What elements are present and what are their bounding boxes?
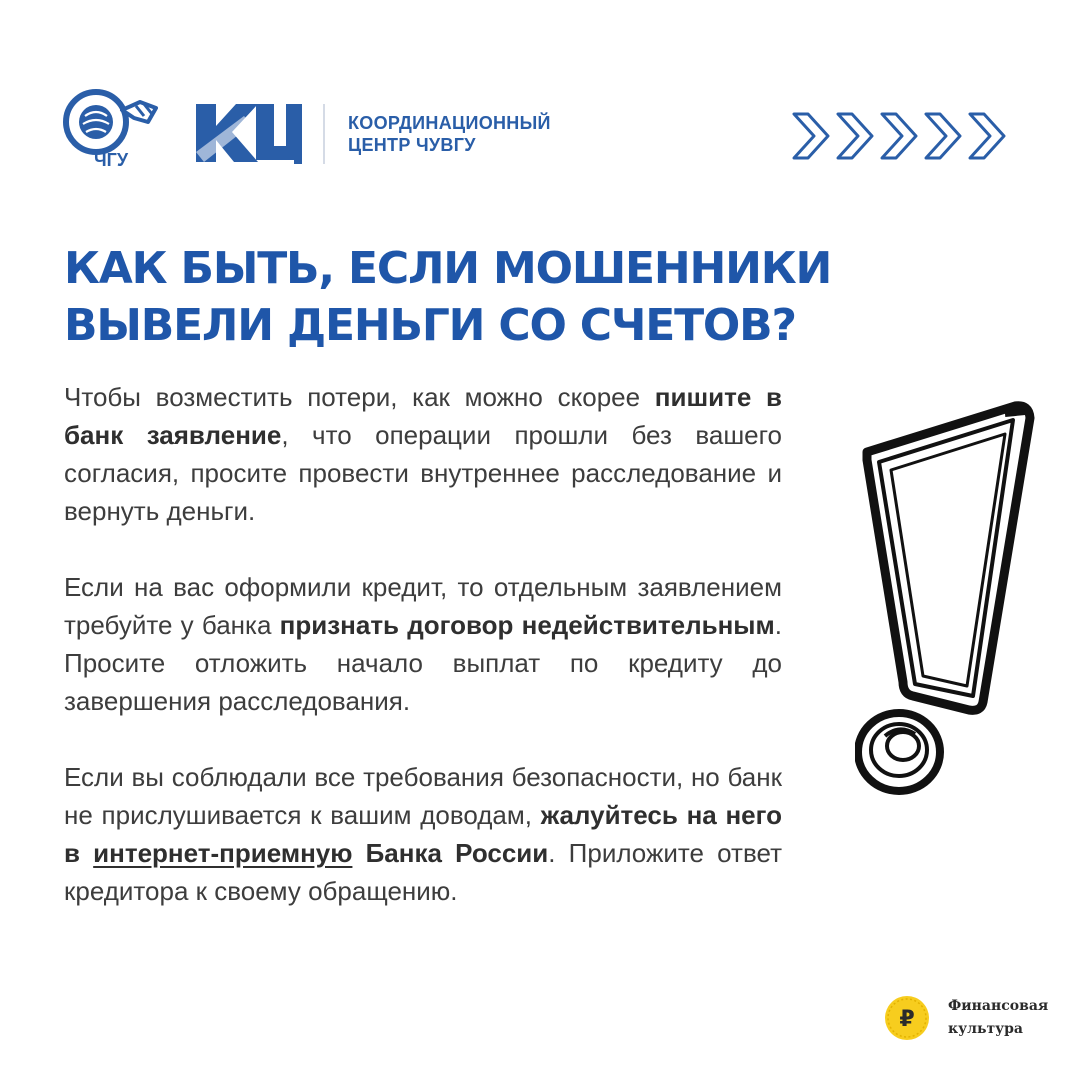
header-divider <box>323 104 325 164</box>
p2-text-1: Если на вас оформили кредит, то отдельным заявлением требуйте у банка <box>64 572 782 640</box>
ruble-coin-icon <box>884 995 930 1041</box>
center-name-line2: ЦЕНТР ЧУВГУ <box>348 135 476 155</box>
p1-text-2: , что операции прошли без вашего согласия, просите провести внутреннее расследование и вернуть деньги. <box>64 420 783 526</box>
p3-bold-2: Банка России <box>352 838 549 868</box>
center-name-line1: КООРДИНАЦИОННЫЙ <box>348 113 551 133</box>
chgu-logo-text: ЧГУ <box>94 150 129 170</box>
fin-culture-line1: Финансовая <box>948 998 1049 1014</box>
kc-logo-icon <box>194 102 302 164</box>
p1-bold-1: пишите в банк заявление <box>64 382 782 450</box>
paragraph-3 <box>64 758 782 910</box>
article-body <box>64 378 782 910</box>
kc-logo-text: КЦ <box>194 102 196 103</box>
p3-text-1: Если вы соблюдали все требования безопасности, но банк не прислушивается к вашим доводам, <box>64 762 782 830</box>
coin-symbol: ₽ <box>899 1007 915 1032</box>
fin-culture-text <box>948 995 1048 1041</box>
page-title <box>64 240 832 354</box>
chevrons-icon <box>790 108 1010 164</box>
fin-culture-line2: культура <box>948 1021 1023 1037</box>
title-line1: КАК БЫТЬ, ЕСЛИ МОШЕННИКИ <box>64 243 832 294</box>
header <box>60 88 1020 178</box>
title-line2: ВЫВЕЛИ ДЕНЬГИ СО СЧЕТОВ? <box>64 300 796 351</box>
paragraph-2 <box>64 568 782 720</box>
cbr-reception-link[interactable]: интернет-приемную <box>93 838 353 868</box>
p1-text-1: Чтобы возместить потери, как можно скорее <box>64 382 655 412</box>
fin-culture-brand <box>884 993 1049 1043</box>
paragraph-1 <box>64 378 782 530</box>
center-name <box>348 112 551 156</box>
exclamation-icon <box>855 400 1035 800</box>
chgu-logo-icon <box>60 88 160 170</box>
p2-text-2: . Просите отложить начало выплат по кредиту до завершения расследования. <box>64 610 782 716</box>
p2-bold-1: признать договор недействительным <box>279 610 775 640</box>
p3-bold-1: жалуйтесь на него в <box>64 800 782 868</box>
p3-text-2: . Приложите ответ кредитора к своему обращению. <box>64 838 782 906</box>
